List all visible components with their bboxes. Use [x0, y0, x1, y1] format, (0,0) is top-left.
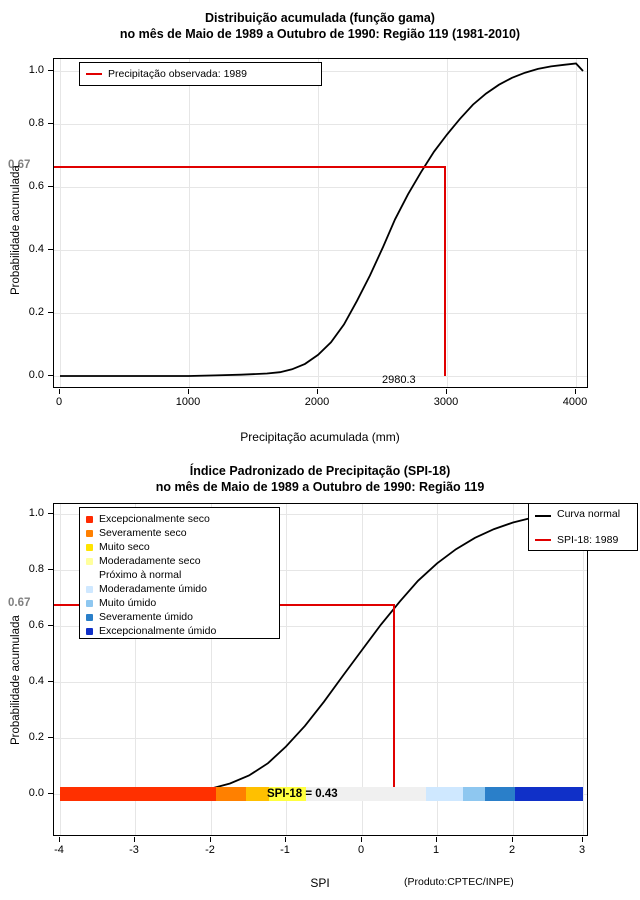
legend-item-exc-seco [86, 512, 273, 526]
line-swatch-icon [535, 539, 551, 541]
top-yaxis-title: Probabilidade acumulada [10, 165, 22, 295]
legend-item-curva-normal [535, 509, 631, 533]
top-xtick-0 [59, 389, 60, 394]
top-yticklabel-06: 0.6 [28, 180, 44, 192]
square-swatch-icon [86, 572, 93, 579]
top-xticklabel-0: 0 [55, 396, 63, 408]
top-xtick-2000 [317, 389, 318, 394]
bottom-xticklabel-m3: -3 [129, 844, 139, 856]
square-swatch-icon [86, 614, 93, 621]
top-yticklabel-10: 1.0 [28, 64, 44, 76]
top-xticklabel-2000: 2000 [304, 396, 330, 408]
line-swatch-icon [535, 515, 551, 517]
top-ytick-08 [48, 123, 53, 124]
square-swatch-icon [86, 544, 93, 551]
top-xtick-4000 [575, 389, 576, 394]
bottom-curve-legend [528, 503, 638, 551]
top-highlight-vertical-line [444, 166, 446, 376]
bottom-yticklabel-0: 0.0 [28, 787, 44, 799]
colorbar-seg-sev-seco [216, 787, 246, 801]
legend-label-sev-seco: Severamente seco [99, 527, 187, 539]
top-gamma-curve [54, 59, 589, 389]
bottom-highlight-y-label: 0.67 [8, 597, 31, 609]
bottom-plot-area [53, 503, 588, 836]
top-legend [79, 62, 322, 86]
bottom-xtick-1 [436, 837, 437, 842]
bottom-xtick-m4 [59, 837, 60, 842]
colorbar-seg-mod-umido [426, 787, 463, 801]
top-ytick-04 [48, 249, 53, 250]
square-swatch-icon [86, 586, 93, 593]
square-swatch-icon [86, 530, 93, 537]
legend-item-muito-seco [86, 540, 273, 554]
top-xticklabel-4000: 4000 [562, 396, 588, 408]
bottom-yticklabel-10: 1.0 [28, 507, 44, 519]
bottom-yaxis-title: Probabilidade acumulada [10, 615, 22, 745]
bottom-xticklabel-m4: -4 [54, 844, 64, 856]
top-highlight-x-label: 2980.3 [382, 374, 416, 386]
bottom-yticklabel-06: 0.6 [28, 619, 44, 631]
top-yticklabel-0: 0.0 [28, 369, 44, 381]
top-chart-title-line2: no mês de Maio de 1989 a Outubro de 1990: Região 119 (1981-2010) [119, 27, 521, 41]
legend-item-proximo-normal [86, 568, 273, 582]
colorbar-seg-sev-umido [485, 787, 515, 801]
bottom-highlight-vertical-line [393, 604, 395, 794]
bottom-xticklabel-2: 2 [508, 844, 516, 856]
top-ytick-0 [48, 375, 53, 376]
bottom-ytick-06 [48, 625, 53, 626]
top-highlight-y-label: 0.67 [8, 159, 31, 171]
top-xtick-1000 [188, 389, 189, 394]
bottom-chart-title-line2: no mês de Maio de 1989 a Outubro de 1990: Região 119 [155, 480, 485, 494]
top-xticklabel-1000: 1000 [175, 396, 201, 408]
top-xaxis-title: Precipitação acumulada (mm) [240, 430, 400, 444]
legend-label-muito-umido: Muito úmido [99, 597, 157, 609]
top-yticklabel-08: 0.8 [28, 117, 44, 129]
legend-item-sev-seco [86, 526, 273, 540]
colorbar-seg-muito-seco [246, 787, 268, 801]
legend-label-mod-umido: Moderadamente úmido [99, 583, 207, 595]
legend-label-sev-umido: Severamente úmido [99, 611, 193, 623]
colorbar-seg-muito-umido [463, 787, 485, 801]
line-swatch-icon [86, 73, 102, 75]
square-swatch-icon [86, 516, 93, 523]
legend-label-exc-umido: Excepcionalmente úmido [99, 625, 217, 637]
legend-label-spi18: SPI-18: 1989 [557, 534, 619, 546]
legend-label-mod-seco: Moderadamente seco [99, 555, 201, 567]
legend-item-observed [86, 67, 315, 81]
bottom-ytick-08 [48, 569, 53, 570]
bottom-chart-title-line1: Índice Padronizado de Precipitação (SPI-18) [189, 464, 451, 478]
bottom-xticklabel-0: 0 [357, 844, 365, 856]
colorbar-seg-exc-umido [515, 787, 583, 801]
bottom-xticklabel-m2: -2 [205, 844, 215, 856]
top-ytick-02 [48, 312, 53, 313]
legend-label-observed: Precipitação observada: 1989 [108, 68, 247, 80]
square-swatch-icon [86, 600, 93, 607]
bottom-xticklabel-m1: -1 [280, 844, 290, 856]
bottom-category-legend [79, 507, 280, 639]
bottom-ytick-04 [48, 681, 53, 682]
producer-credit: (Produto:CPTEC/INPE) [404, 876, 514, 888]
top-ytick-10 [48, 70, 53, 71]
square-swatch-icon [86, 558, 93, 565]
legend-item-spi18 [535, 533, 631, 547]
legend-item-mod-umido [86, 582, 273, 596]
square-swatch-icon [86, 628, 93, 635]
legend-label-muito-seco: Muito seco [99, 541, 150, 553]
legend-item-exc-umido [86, 624, 273, 638]
legend-label-curva-normal: Curva normal [557, 508, 621, 520]
top-yticklabel-04: 0.4 [28, 243, 44, 255]
top-ytick-06 [48, 186, 53, 187]
bottom-yticklabel-02: 0.2 [28, 731, 44, 743]
top-xticklabel-3000: 3000 [433, 396, 459, 408]
bottom-xtick-2 [512, 837, 513, 842]
bottom-xaxis-title: SPI [310, 876, 330, 890]
legend-label-proximo-normal: Próximo à normal [99, 569, 182, 581]
top-highlight-horizontal-line [54, 166, 445, 168]
bottom-yticklabel-08: 0.8 [28, 563, 44, 575]
spi-value-label: SPI-18 = 0.43 [267, 788, 338, 800]
bottom-xtick-m3 [134, 837, 135, 842]
top-chart-title-line1: Distribuição acumulada (função gama) [205, 11, 435, 25]
top-yticklabel-02: 0.2 [28, 306, 44, 318]
bottom-xtick-0 [361, 837, 362, 842]
bottom-xtick-m1 [285, 837, 286, 842]
bottom-xtick-m2 [210, 837, 211, 842]
bottom-xtick-3 [582, 837, 583, 842]
bottom-yticklabel-04: 0.4 [28, 675, 44, 687]
legend-item-sev-umido [86, 610, 273, 624]
bottom-xticklabel-3: 3 [578, 844, 586, 856]
top-xtick-3000 [446, 389, 447, 394]
bottom-ytick-10 [48, 513, 53, 514]
legend-item-muito-umido [86, 596, 273, 610]
legend-label-exc-seco: Excepcionalmente seco [99, 513, 210, 525]
bottom-ytick-0 [48, 793, 53, 794]
bottom-xticklabel-1: 1 [432, 844, 440, 856]
legend-item-mod-seco [86, 554, 273, 568]
top-plot-area [53, 58, 588, 388]
bottom-ytick-02 [48, 737, 53, 738]
colorbar-seg-exc-seco [60, 787, 216, 801]
